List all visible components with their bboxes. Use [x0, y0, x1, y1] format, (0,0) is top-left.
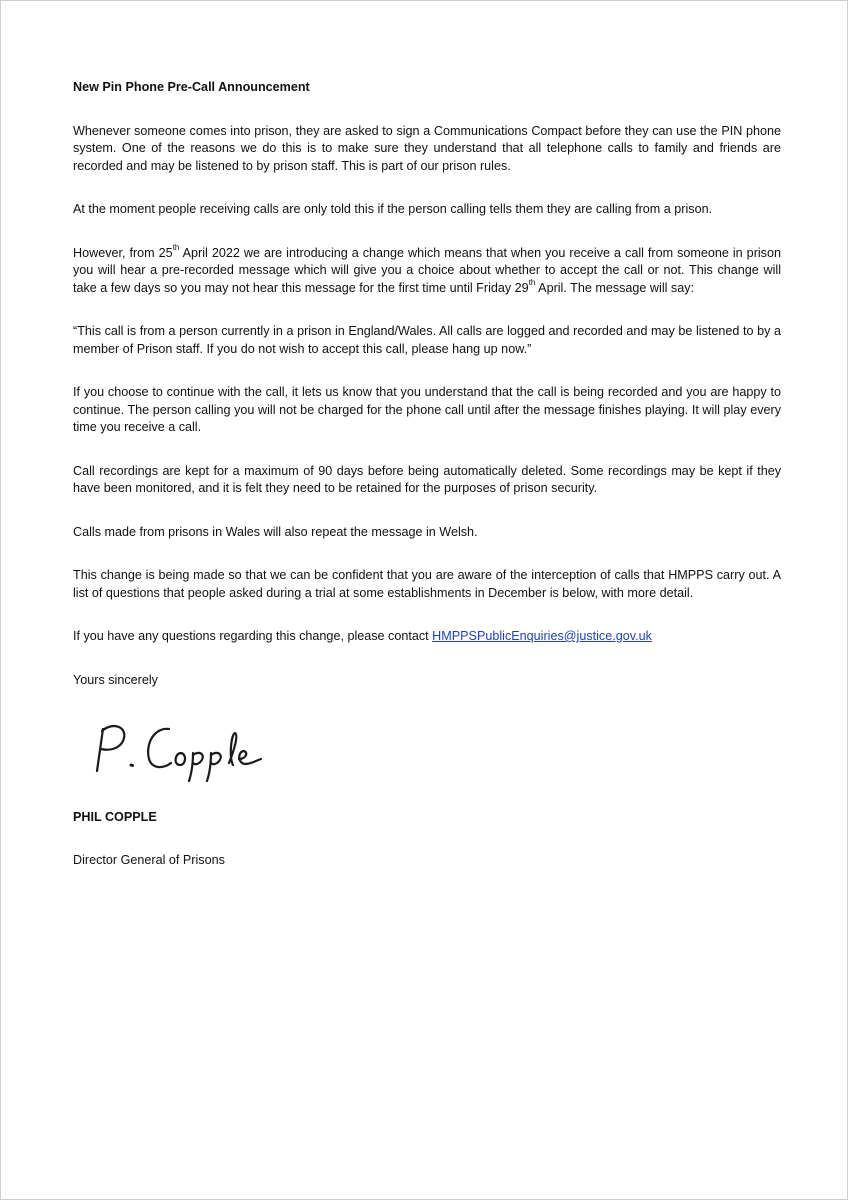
paragraph-current-situation: At the moment people receiving calls are only told this if the person calling tells them they are calling from a prison. [73, 202, 713, 216]
paragraph-message-quote: “This call is from a person currently in a prison in England/Wales. All calls are logged and recorded and may be listened to by a member of Prison staff. If you do not wish to accept this call, please hang up now.” [73, 324, 781, 356]
closing-salutation: Yours sincerely [73, 672, 158, 687]
change-text-part-3: April. The message will say: [535, 280, 695, 295]
paragraph-welsh-message: Calls made from prisons in Wales will also repeat the message in Welsh. [73, 524, 478, 539]
signer-title: Director General of Prisons [73, 853, 225, 867]
paragraph-change-announcement [73, 245, 781, 298]
letter-title: New Pin Phone Pre-Call Announcement [73, 80, 310, 94]
ordinal-suffix-2: th [528, 278, 536, 288]
contact-text: If you have any questions regarding this change, please contact [73, 629, 433, 643]
signature-image [83, 713, 283, 783]
change-text-part-1: However, from 25 [73, 245, 173, 260]
paragraph-continue-call: If you choose to continue with the call, it lets us know that you understand that the call is being recorded and you are happy to continue. The person calling you will not be charged for the phone call until after the message finishes playing. It will play every time you receive a call. [73, 385, 781, 434]
paragraph-interception-awareness: This change is being made so that we can be confident that you are aware of the interception of calls that HMPPS carry out. A list of questions that people asked during a trial at some establishments in December is below, with more detail. [73, 568, 781, 600]
signer-name: PHIL COPPLE [73, 809, 157, 824]
ordinal-suffix-1: th [172, 243, 180, 253]
letter-body [73, 79, 781, 870]
change-text-part-2: April 2022 we are introducing a change which means that when you receive a call from someone in prison you will hear a pre-recorded message which will give you a choice about whether to accept the call or not. This change will take a few days so you may not hear this message for the first time until Friday 29 [73, 245, 781, 295]
contact-email-link[interactable]: HMPPSPublicEnquiries@justice.gov.uk [432, 629, 652, 643]
paragraph-contact [73, 628, 781, 646]
paragraph-recording-retention: Call recordings are kept for a maximum of 90 days before being automatically deleted. Some recordings may be kept if they have been monitored, and it is felt they need to be retained for the purposes of prison security. [73, 463, 781, 495]
paragraph-communications-compact: Whenever someone comes into prison, they are asked to sign a Communications Compact before they can use the PIN phone system. One of the reasons we do this is to make sure they understand that all telephone calls to family and friends are recorded and may be listened to by prison staff. This is part of our prison rules. [73, 123, 781, 173]
